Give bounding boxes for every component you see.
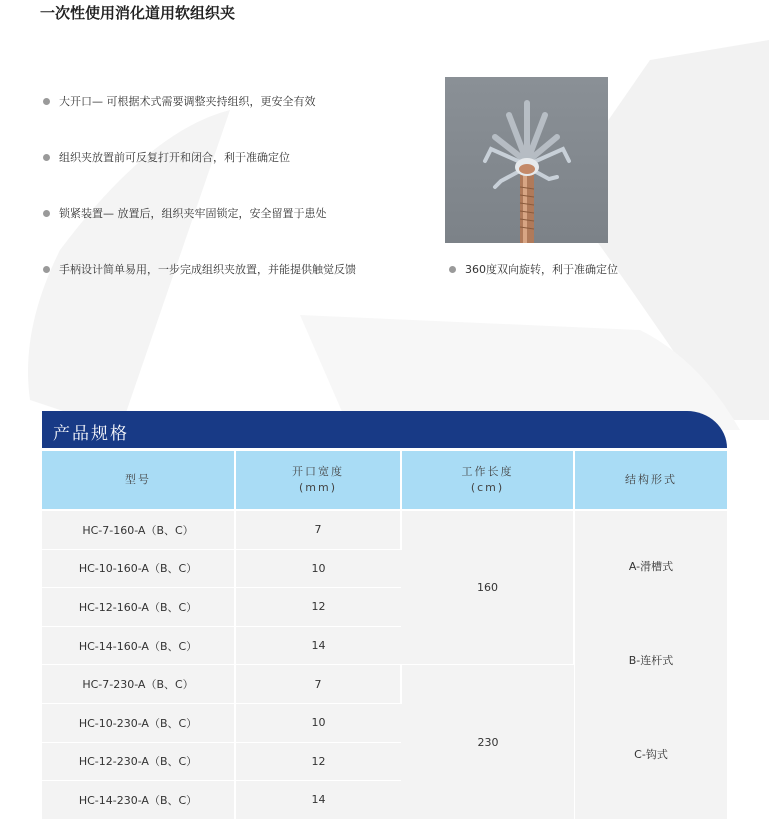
feature-text: 大开口— 可根据术式需要调整夹持组织，更安全有效: [59, 95, 316, 108]
bullet-icon: [43, 266, 50, 273]
model-cell: HC-12-230-A（B、C）: [42, 742, 235, 781]
col-header-length: 工作长度 (cm): [401, 451, 574, 510]
structure-c: C-钩式: [634, 748, 668, 761]
feature-item: [43, 261, 356, 277]
structure-cell: [574, 510, 727, 819]
structure-b: B-连杆式: [628, 654, 674, 667]
page-title: 一次性使用消化道用软组织夹: [40, 4, 236, 22]
spec-section-header: [42, 411, 727, 448]
feature-item: [43, 93, 316, 109]
model-cell: HC-7-230-A（B、C）: [42, 665, 235, 704]
spec-heading: 产品规格: [53, 424, 129, 444]
bullet-icon: [449, 266, 456, 273]
model-cell: HC-14-160-A（B、C）: [42, 626, 235, 665]
bullet-icon: [43, 154, 50, 161]
model-cell: HC-12-160-A（B、C）: [42, 588, 235, 627]
length-cell: 230: [401, 665, 574, 819]
model-cell: HC-10-160-A（B、C）: [42, 549, 235, 588]
product-photo: [445, 77, 608, 243]
width-cell: 12: [235, 742, 401, 781]
feature-text: 锁紧装置— 放置后，组织夹牢固锁定，安全留置于患处: [59, 207, 327, 220]
model-cell: HC-14-230-A（B、C）: [42, 781, 235, 819]
width-cell: 14: [235, 781, 401, 819]
model-cell: HC-7-160-A（B、C）: [42, 510, 235, 549]
photo-caption-text: 360度双向旋转，利于准确定位: [465, 263, 618, 276]
model-cell: HC-10-230-A（B、C）: [42, 703, 235, 742]
spec-table: [42, 451, 727, 819]
width-cell: 14: [235, 626, 401, 665]
col-header-structure: 结构形式: [574, 451, 727, 510]
width-cell: 7: [235, 510, 401, 549]
width-cell: 10: [235, 549, 401, 588]
structure-a: A-滑槽式: [628, 560, 674, 573]
feature-text: 组织夹放置前可反复打开和闭合，利于准确定位: [59, 151, 290, 164]
col-header-width: 开口宽度 (mm): [235, 451, 401, 510]
feature-item: [43, 205, 327, 221]
length-cell: 160: [401, 510, 574, 665]
width-cell: 12: [235, 588, 401, 627]
bullet-icon: [43, 210, 50, 217]
table-row: [42, 510, 727, 549]
feature-item: [43, 149, 290, 165]
col-header-model: 型号: [42, 451, 235, 510]
feature-text: 手柄设计简单易用，一步完成组织夹放置，并能提供触觉反馈: [59, 263, 356, 276]
table-header-row: [42, 451, 727, 510]
width-cell: 7: [235, 665, 401, 704]
clip-illustration: [445, 77, 608, 243]
photo-caption: [449, 261, 618, 277]
width-cell: 10: [235, 703, 401, 742]
bullet-icon: [43, 98, 50, 105]
